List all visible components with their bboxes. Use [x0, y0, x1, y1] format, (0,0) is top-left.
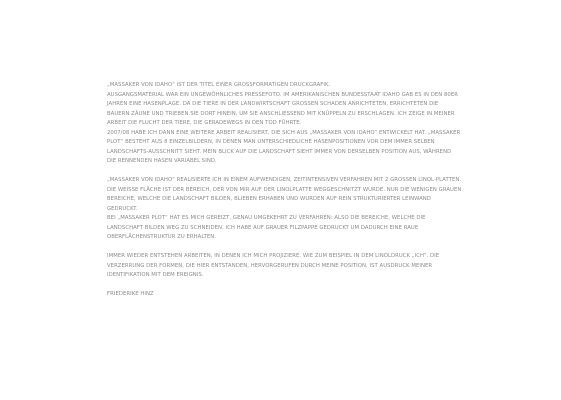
author-name: FRIEDERIKE HINZ [107, 291, 154, 297]
paragraph-source-photo: AUSGANGSMATERIAL WAR EIN UNGEWÖHNLICHES PRESSEFOTO. IM AMERIKANISCHEN BUNDESSTAAT IDAHO GAB ES IN DEN 80ER JAHREN EINE HASENPLAGE. DA DIE TIERE IN DER LANDWIRTSCHAFT GROSSEN SCHADEN ANRICHTETEN, ERRICHTETEN DIE BAUERN ZÄUNE UND TRIEBEN SIE DORT HINEIN, UM SIE ANSCHLIESSEND MIT KNÜPPELN ZU ERSCHLAGEN. ICH ZEIGE IN MEINER ARBEIT DIE FLUCHT DER TIERE, DIE GERADEWEGS IN DEN TOD FÜHRTE. [107, 91, 458, 126]
paragraph-massaker-plot: 2007/08 HABE ICH DANN EINE WEITERE ARBEIT REALISIERT, DIE SICH AUS „MASSAKER VON IDAHO“ ENTWICKELT HAT. „MASSAKER PLOT“ BESTEHT AUS 8 EINZELBILDERN, IN DENEN MAN UNTERSCHIEDLICHE HASENPOSITIONEN VOR DEM IMMER SELBEN LANDSCHAFTS-AUSSCHNITT SIEHT. MEIN BLICK AUF DIE LANDSCHAFT SIEHT IMMER VON DERSELBEN POSITION AUS, WÄHREND DIE RENNENDEN HASEN VARIABEL SIND. [107, 129, 461, 164]
paragraph-title-line: „MASSAKER VON IDAHO“ IST DER TITEL EINER GROSSFORMATIGEN DRUCKGRAFIK. [107, 82, 331, 88]
paragraph-gap [107, 243, 462, 253]
paragraph-gap [107, 167, 462, 177]
article-text [107, 81, 462, 300]
paragraph-reverse-process: BEI „MASSAKER PLOT“ HAT ES MICH GEREIZT, GENAU UMGEKEHRT ZU VERFAHREN: ALSO DIE BEREICHE, WELCHE DIE LANDSCHAFT BILDEN WEG ZU SCHNEIDEN. ICH HABE AUF GRAUER FILZPAPPE GEDRUCKT UM DADURCH EINE RAUE OBERFLÄCHENSTRUKTUR ZU ERHALTEN. [107, 215, 426, 240]
paragraph-linol-process: „MASSAKER VON IDAHO“ REALISIERTE ICH IN EINEM AUFWENDIGEN, ZEITINTENSIVEN VERFAHREN MIT 2 GROSSEN LINOL-PLATTEN. DIE WEISSE FLÄCHE IST DER BEREICH, DER VON MIR AUF DER LINOLPLATTE WEGGESCHNITZT WURDE. NUR DIE WENIGEN GRAUEN BEREICHE, WELCHE DIE LANDSCHAFT BILDEN, BLIEBEN ERHABEN UND WURDEN AUF REIN STRUKTURIERTER LEINWAND GEDRUCKT. [107, 177, 462, 212]
paragraph-projection: IMMER WIEDER ENTSTEHEN ARBEITEN, IN DENEN ICH MICH PROJIZIERE. WIE ZUM BEISPIEL IN DEM LINOLDRUCK „ICH“. DIE VERZERRUNG DER FORMEN, DIE HIER ENTSTANDEN, HERVORGERUFEN DURCH MEINE POSITION, IST AUSDRUCK MEINER IDENTIFIKATION MIT DEM EREIGNIS. [107, 253, 440, 278]
